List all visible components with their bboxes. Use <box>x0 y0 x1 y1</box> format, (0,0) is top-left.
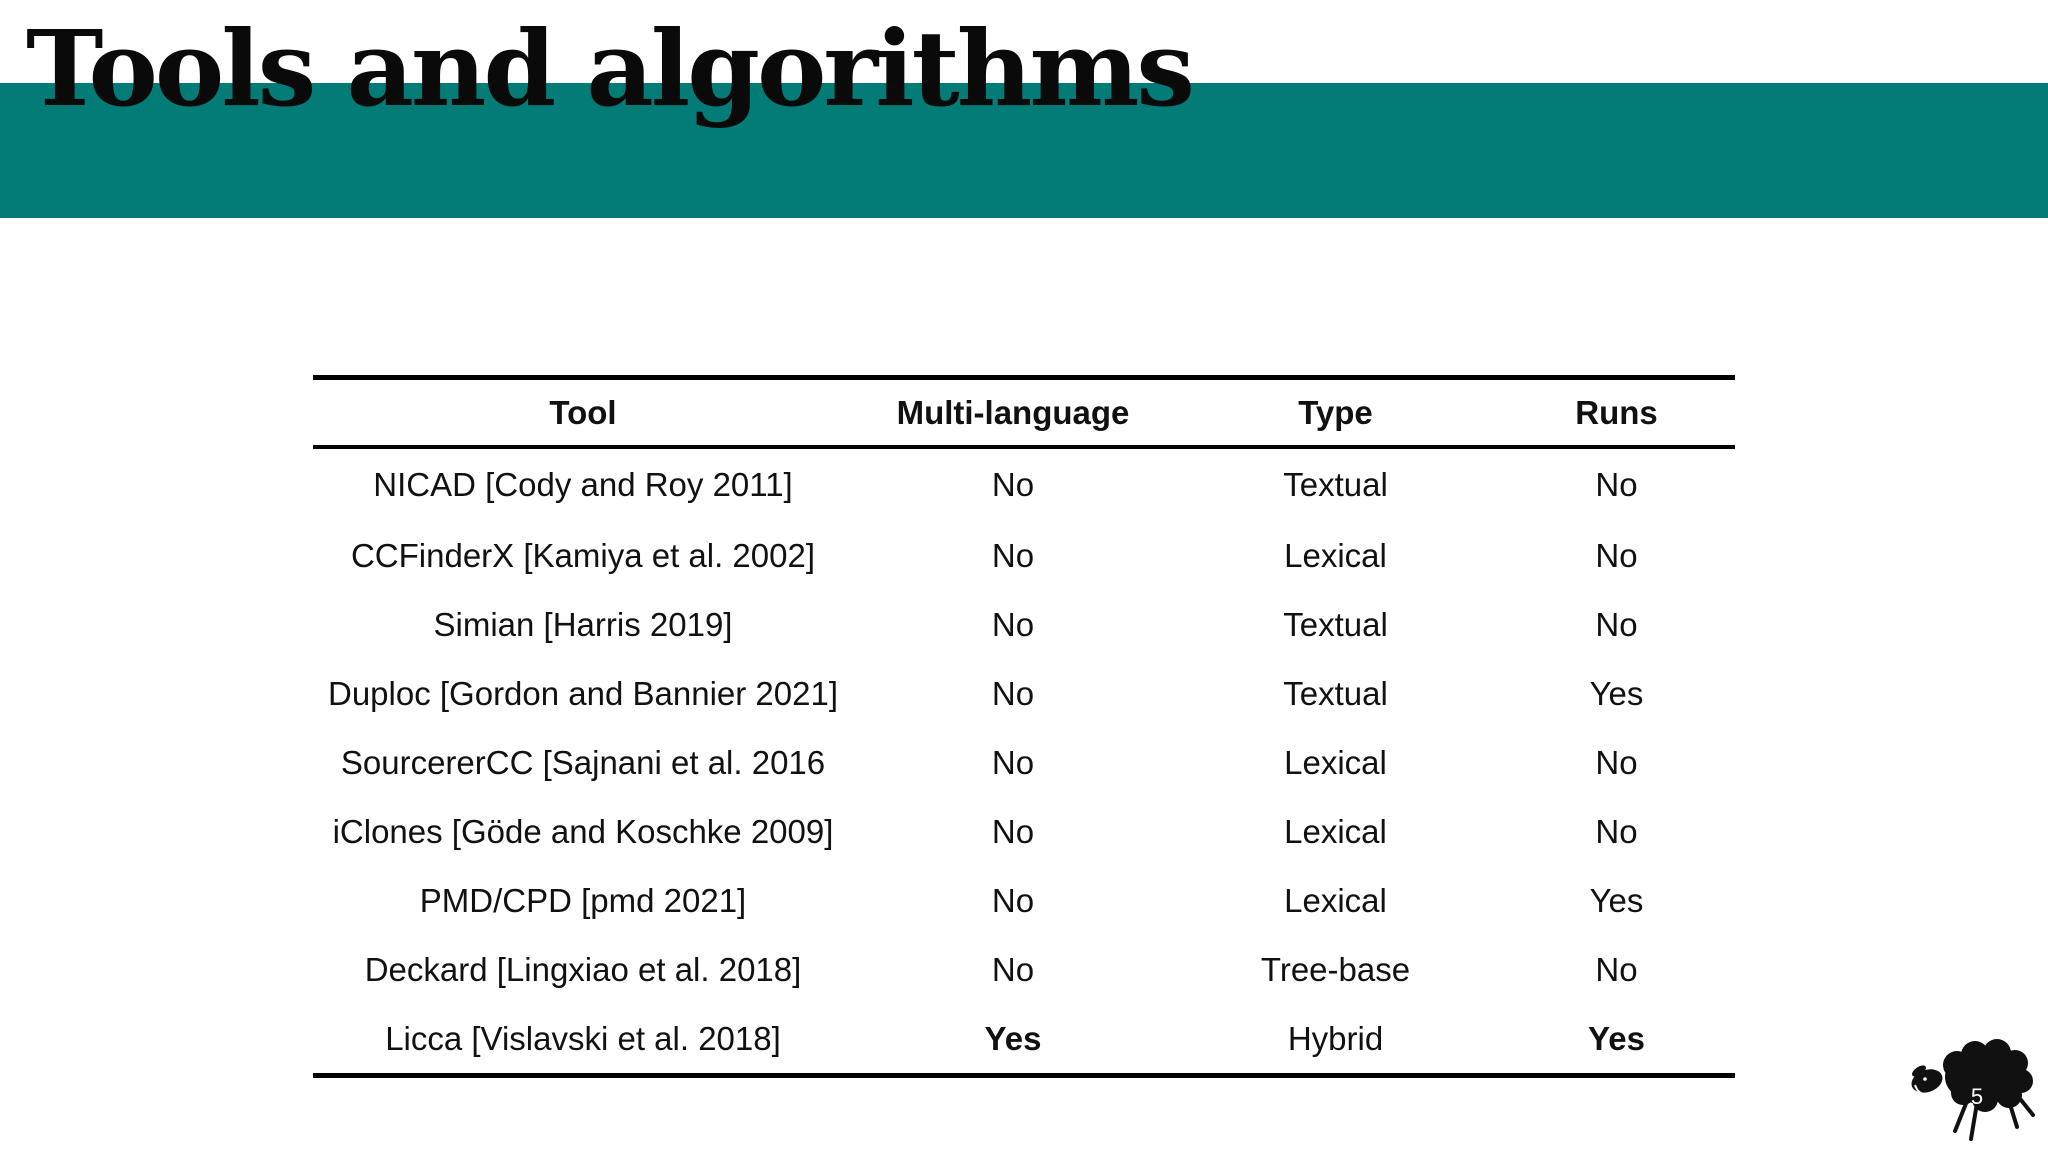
slide-title: Tools and algorithms <box>26 7 1192 130</box>
cell-multi-language: Yes <box>984 1019 1042 1057</box>
table-row <box>313 935 1735 1004</box>
cell-multi-language: No <box>991 536 1035 574</box>
cell-runs: No <box>1595 466 1638 503</box>
cell-runs: No <box>1595 950 1638 988</box>
table-row <box>313 1004 1735 1076</box>
cell-runs: No <box>1595 743 1638 781</box>
cell-runs: Yes <box>1589 674 1644 712</box>
cell-type: Lexical <box>1284 536 1387 574</box>
cell-type: Hybrid <box>1287 1019 1384 1057</box>
tools-table-container <box>313 375 1735 1078</box>
cell-tool: PMD/CPD [pmd 2021] <box>419 881 747 919</box>
table-row <box>313 590 1735 659</box>
cell-tool: CCFinderX [Kamiya et al. 2002] <box>350 536 816 574</box>
cell-runs: Yes <box>1588 1019 1645 1057</box>
cell-tool: Deckard [Lingxiao et al. 2018] <box>364 950 802 988</box>
cell-tool: Licca [Vislavski et al. 2018] <box>385 1019 781 1057</box>
header-tool: Tool <box>549 393 617 431</box>
table-row <box>313 447 1735 521</box>
header-multi-language: Multi-language <box>896 393 1130 431</box>
cell-tool: Duploc [Gordon and Bannier 2021] <box>327 674 839 712</box>
table-header-row <box>313 378 1735 448</box>
cell-tool: SourcererCC [Sajnani et al. 2016 <box>340 743 826 781</box>
cell-type: Textual <box>1283 605 1388 643</box>
cell-multi-language: No <box>991 881 1035 919</box>
table-row <box>313 659 1735 728</box>
cell-tool: iClones [Göde and Koschke 2009] <box>332 812 834 850</box>
cell-multi-language: No <box>991 743 1035 781</box>
cell-multi-language: No <box>991 812 1035 850</box>
cell-multi-language: No <box>991 950 1035 988</box>
cell-multi-language: No <box>991 466 1035 503</box>
cell-multi-language: No <box>991 674 1035 712</box>
cell-type: Lexical <box>1284 812 1387 850</box>
cell-type: Tree-base <box>1260 950 1411 988</box>
tools-table <box>313 375 1735 1078</box>
header-type: Type <box>1298 393 1373 431</box>
table-row <box>313 866 1735 935</box>
table-row <box>313 521 1735 590</box>
cell-type: Textual <box>1283 466 1388 503</box>
cell-type: Lexical <box>1284 743 1387 781</box>
cell-tool: Simian [Harris 2019] <box>433 605 733 643</box>
table-row <box>313 797 1735 866</box>
table-row <box>313 728 1735 797</box>
cell-runs: Yes <box>1589 881 1644 919</box>
cell-tool: NICAD [Cody and Roy 2011] <box>373 466 793 503</box>
header-runs: Runs <box>1575 393 1658 431</box>
cell-runs: No <box>1595 812 1638 850</box>
cell-runs: No <box>1595 605 1638 643</box>
cell-type: Lexical <box>1284 881 1387 919</box>
cell-multi-language: No <box>991 605 1035 643</box>
cell-type: Textual <box>1283 674 1388 712</box>
cell-runs: No <box>1595 536 1638 574</box>
page-number: 5 <box>1970 1084 1984 1109</box>
